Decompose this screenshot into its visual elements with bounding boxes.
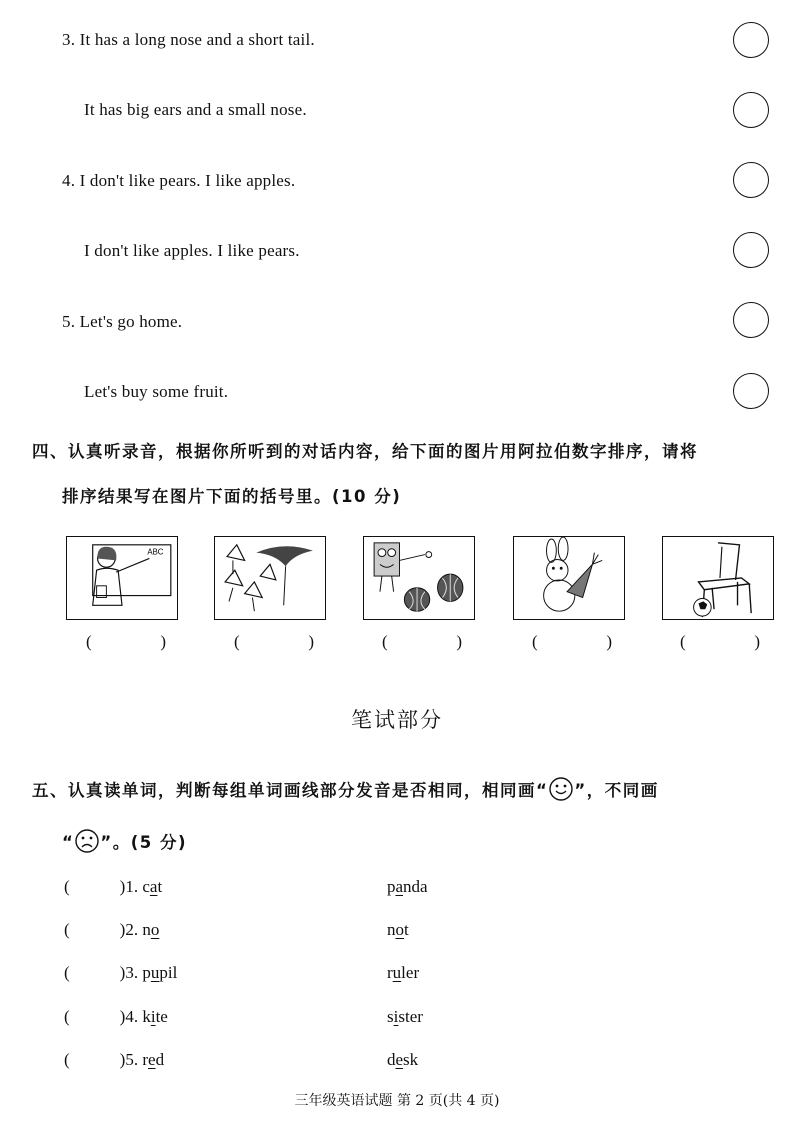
teacher-icon [67, 537, 177, 619]
word-row-4-compare: sister [387, 1007, 423, 1026]
item-4b-text: I don't like apples. I like pears. [84, 241, 300, 260]
picture-sponge-watermelons [363, 536, 475, 620]
rabbit-icon [514, 537, 624, 619]
word-row-5: ( )5. red [64, 1050, 165, 1069]
item-5a-text: 5. Let's go home. [62, 312, 183, 331]
word-row-1-compare: panda [387, 877, 428, 896]
row-paren-open[interactable]: ( [64, 877, 70, 896]
item-3a-text: 3. It has a long nose and a short tail. [62, 30, 315, 49]
picture-teacher [66, 536, 178, 620]
picture-rabbit-carrot [513, 536, 625, 620]
kites-icon [215, 537, 325, 619]
section4-instruction-line2: 排序结果写在图片下面的括号里。(10 分) [62, 487, 402, 506]
answer-paren-3[interactable]: ( ) [382, 632, 462, 651]
page-footer: 三年级英语试题 第 2 页(共 4 页) [294, 1093, 500, 1109]
answer-circle-5b[interactable] [733, 373, 769, 409]
svg-text:ABC: ABC [147, 547, 164, 557]
written-part-title: 笔试部分 [351, 708, 443, 732]
section4-instruction-line1: 四、认真听录音，根据你所听到的对话内容，给下面的图片用阿拉伯数字排序，请将 [32, 442, 698, 461]
answer-paren-5[interactable]: ( ) [680, 632, 760, 651]
word-row-2-compare: not [387, 920, 409, 939]
answer-circle-4b[interactable] [733, 232, 769, 268]
sad-face-icon [74, 828, 100, 854]
word-row-5-compare: desk [387, 1050, 419, 1069]
answer-circle-3a[interactable] [733, 22, 769, 58]
word-row-2: ( )2. no [64, 920, 160, 939]
item-4a-text: 4. I don't like pears. I like apples. [62, 171, 296, 190]
row-paren-open[interactable]: ( [64, 1050, 70, 1069]
answer-circle-4a[interactable] [733, 162, 769, 198]
word-row-1: ( )1. cat [64, 877, 163, 896]
word-row-4: ( )4. kite [64, 1007, 168, 1026]
row-paren-open[interactable]: ( [64, 920, 70, 939]
answer-circle-3b[interactable] [733, 92, 769, 128]
answer-paren-4[interactable]: ( ) [532, 632, 612, 651]
chair-icon [663, 537, 773, 619]
word-row-3-compare: ruler [387, 963, 420, 982]
answer-circle-5a[interactable] [733, 302, 769, 338]
row-paren-open[interactable]: ( [64, 1007, 70, 1026]
picture-chair-ball [662, 536, 774, 620]
row-paren-open[interactable]: ( [64, 963, 70, 982]
answer-paren-2[interactable]: ( ) [234, 632, 314, 651]
word-row-3: ( )3. pupil [64, 963, 178, 982]
item-3b-text: It has big ears and a small nose. [84, 100, 307, 119]
answer-paren-1[interactable]: ( ) [86, 632, 166, 651]
section5-instruction-line2: “ ”。(5 分) [62, 828, 187, 854]
sponge-watermelon-icon [364, 537, 474, 619]
smile-face-icon [548, 776, 574, 802]
item-5b-text: Let's buy some fruit. [84, 382, 229, 401]
picture-kites [214, 536, 326, 620]
section5-instruction-line1: 五、认真读单词，判断每组单词画线部分发音是否相同，相同画“ ”，不同画 [32, 776, 659, 802]
